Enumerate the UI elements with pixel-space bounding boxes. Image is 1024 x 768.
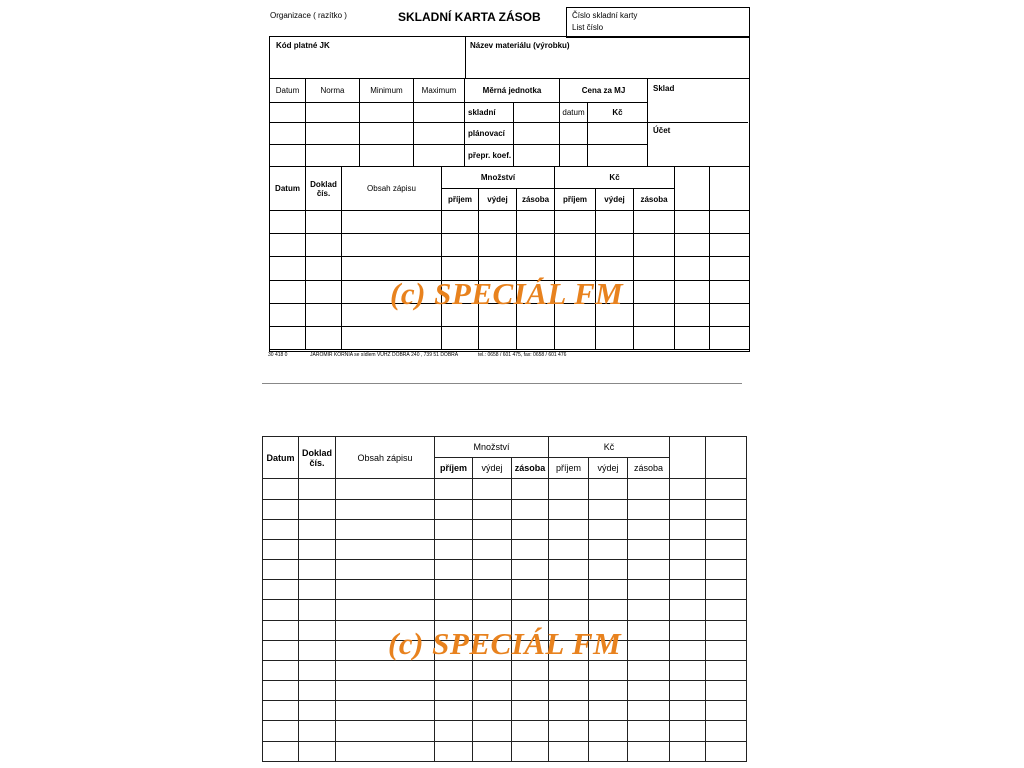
ledger-cell[interactable] [549, 499, 589, 519]
ledger-cell[interactable] [299, 499, 336, 519]
material-label: Název materiálu (výrobku) [470, 41, 570, 50]
cell[interactable] [270, 123, 306, 145]
ledger-cell[interactable] [306, 211, 342, 234]
ledger-cell[interactable] [473, 721, 512, 741]
ledger-cell[interactable] [634, 211, 675, 234]
ledger-cell[interactable] [628, 580, 670, 600]
ledger-cell[interactable] [706, 600, 747, 620]
ledger-cell[interactable] [473, 600, 512, 620]
ledger-cell[interactable] [517, 234, 555, 257]
ledger-cell[interactable] [299, 620, 336, 640]
head-kc: Kč [555, 167, 675, 189]
head-zasoba-kc: zásoba [634, 189, 675, 211]
ucet-label: Účet [653, 126, 671, 135]
ledger-cell[interactable] [670, 640, 706, 660]
cell[interactable] [306, 103, 360, 123]
head-prijem-kc: příjem [555, 189, 596, 211]
ledger-cell[interactable] [628, 640, 670, 660]
ledger-cell[interactable] [473, 741, 512, 761]
ledger-cell[interactable] [299, 539, 336, 559]
ledger-cell[interactable] [435, 560, 473, 580]
ledger-cell[interactable] [270, 280, 306, 303]
head-doklad: Doklad čís. [306, 167, 342, 211]
ledger-cell[interactable] [706, 640, 747, 660]
ledger-cell[interactable] [270, 326, 306, 349]
head-datum: Datum [263, 437, 299, 479]
sklad-label: Sklad [653, 84, 675, 93]
head-doklad: Doklad čís. [299, 437, 336, 479]
ledger-cell[interactable] [628, 519, 670, 539]
ledger-cell[interactable] [710, 257, 750, 280]
ledger-cell[interactable] [263, 640, 299, 660]
ledger-cell[interactable] [336, 519, 435, 539]
head-prijem-kc: příjem [549, 458, 589, 479]
head-zasoba: zásoba [517, 189, 555, 211]
ledger-cell[interactable] [512, 681, 549, 701]
ledger-cell[interactable] [634, 257, 675, 280]
ledger-cell[interactable] [589, 600, 628, 620]
ledger-cell[interactable] [706, 721, 747, 741]
ledger-cell[interactable] [628, 721, 670, 741]
col-unit: Měrná jednotka [465, 79, 560, 103]
ledger-cell[interactable] [306, 280, 342, 303]
cell[interactable] [514, 145, 560, 167]
head-vydej-kc: výdej [589, 458, 628, 479]
head-datum: Datum [270, 167, 306, 211]
ledger-cell[interactable] [270, 303, 306, 326]
ledger-cell[interactable] [628, 560, 670, 580]
col-datum-small: datum [560, 103, 588, 123]
org-stamp-label: Organizace ( razítko ) [270, 11, 347, 20]
head-obsah: Obsah zápisu [336, 437, 435, 479]
ledger-cell[interactable] [473, 580, 512, 600]
head-vydej: výdej [479, 189, 517, 211]
ledger-cell[interactable] [435, 519, 473, 539]
ledger-cell[interactable] [473, 701, 512, 721]
cell[interactable] [560, 123, 588, 145]
ledger-cell[interactable] [512, 721, 549, 741]
head-zasoba: zásoba [512, 458, 549, 479]
ledger-cell[interactable] [435, 721, 473, 741]
cell[interactable] [414, 103, 465, 123]
ledger-cell[interactable] [263, 479, 299, 499]
ledger-cell[interactable] [670, 560, 706, 580]
ledger-cell[interactable] [549, 479, 589, 499]
divider [465, 36, 466, 78]
ledger-cell[interactable] [670, 600, 706, 620]
ledger-cell[interactable] [299, 701, 336, 721]
ledger-cell[interactable] [442, 211, 479, 234]
head-blank [675, 167, 710, 211]
col-norma: Norma [306, 79, 360, 103]
ledger-row [263, 479, 747, 499]
ledger-cell[interactable] [549, 539, 589, 559]
ledger-cell[interactable] [435, 660, 473, 680]
head-zasoba-kc: zásoba [628, 458, 670, 479]
ledger-table-1 [269, 166, 750, 350]
ledger-row [270, 326, 750, 349]
ledger-cell[interactable] [336, 580, 435, 600]
ledger-cell[interactable] [706, 539, 747, 559]
ledger-cell[interactable] [628, 499, 670, 519]
form-code: 30 418 0 [268, 352, 288, 358]
ledger-cell[interactable] [473, 479, 512, 499]
ledger-cell[interactable] [628, 539, 670, 559]
ledger-cell[interactable] [512, 539, 549, 559]
ledger-cell[interactable] [589, 499, 628, 519]
ledger-cell[interactable] [549, 560, 589, 580]
row-skladni: skladní [465, 103, 514, 123]
ledger-cell[interactable] [263, 580, 299, 600]
ledger-cell[interactable] [442, 234, 479, 257]
ledger-cell[interactable] [299, 519, 336, 539]
divider [647, 122, 748, 123]
ledger-cell[interactable] [706, 701, 747, 721]
ledger-cell[interactable] [263, 539, 299, 559]
ledger-row [270, 211, 750, 234]
cell[interactable] [360, 103, 414, 123]
ledger-body-2 [263, 479, 747, 762]
ledger-cell[interactable] [706, 499, 747, 519]
ledger-cell[interactable] [628, 660, 670, 680]
ledger-cell[interactable] [670, 701, 706, 721]
ledger-cell[interactable] [263, 660, 299, 680]
head-vydej-kc: výdej [596, 189, 634, 211]
ledger-row [263, 721, 747, 741]
cell[interactable] [514, 103, 560, 123]
ledger-cell[interactable] [710, 280, 750, 303]
head-mnozstvi: Množství [435, 437, 549, 458]
ledger-cell[interactable] [263, 741, 299, 761]
ledger-cell[interactable] [306, 326, 342, 349]
ledger-cell[interactable] [263, 519, 299, 539]
ledger-cell[interactable] [628, 681, 670, 701]
ledger-cell[interactable] [517, 211, 555, 234]
cell[interactable] [360, 145, 414, 167]
ledger-cell[interactable] [706, 681, 747, 701]
code-label: Kód platné JK [276, 41, 330, 50]
ledger-cell[interactable] [589, 479, 628, 499]
ledger-row [263, 560, 747, 580]
ledger-cell[interactable] [512, 701, 549, 721]
ledger-cell[interactable] [706, 660, 747, 680]
ledger-cell[interactable] [706, 620, 747, 640]
ledger-cell[interactable] [670, 620, 706, 640]
ledger-cell[interactable] [589, 681, 628, 701]
head-mnozstvi: Množství [442, 167, 555, 189]
head-prijem: příjem [442, 189, 479, 211]
ledger-cell[interactable] [589, 701, 628, 721]
ledger-cell[interactable] [473, 499, 512, 519]
ledger-row [263, 499, 747, 519]
publisher: JAROMÍR KORNIA se sídlem VÚHŽ DOBRÁ 240 , 739 51 DOBRÁ [310, 352, 459, 358]
ledger-cell[interactable] [670, 741, 706, 761]
ledger-cell[interactable] [710, 211, 750, 234]
cell[interactable] [588, 123, 648, 145]
ledger-cell[interactable] [670, 660, 706, 680]
watermark-1: (c) SPECIÁL FM [390, 276, 624, 311]
ledger-cell[interactable] [336, 499, 435, 519]
ledger-cell[interactable] [336, 741, 435, 761]
ledger-cell[interactable] [549, 721, 589, 741]
ledger-cell[interactable] [473, 519, 512, 539]
ledger-row [263, 681, 747, 701]
ledger-cell[interactable] [628, 479, 670, 499]
ledger-cell[interactable] [336, 681, 435, 701]
card-number-label: Číslo skladní karty [572, 11, 638, 20]
ledger-cell[interactable] [336, 701, 435, 721]
ledger-cell[interactable] [299, 721, 336, 741]
ledger-cell[interactable] [473, 539, 512, 559]
row-planovaci: plánovací [465, 123, 514, 145]
ledger-cell[interactable] [512, 560, 549, 580]
ledger-cell[interactable] [670, 539, 706, 559]
col-price: Cena za MJ [560, 79, 648, 103]
ledger-cell[interactable] [670, 519, 706, 539]
ledger-cell[interactable] [596, 326, 634, 349]
ledger-cell[interactable] [512, 519, 549, 539]
ledger-row [263, 580, 747, 600]
ledger-cell[interactable] [299, 660, 336, 680]
head-blank [706, 437, 747, 479]
cell[interactable] [560, 145, 588, 167]
head-obsah: Obsah zápisu [342, 167, 442, 211]
ledger-row [263, 741, 747, 761]
ledger-cell[interactable] [589, 539, 628, 559]
head-kc: Kč [549, 437, 670, 458]
ledger-cell[interactable] [270, 211, 306, 234]
ledger-row [263, 519, 747, 539]
ledger-cell[interactable] [306, 234, 342, 257]
ledger-cell[interactable] [710, 303, 750, 326]
cut-line [262, 383, 742, 384]
ledger-cell[interactable] [270, 257, 306, 280]
ledger-cell[interactable] [670, 721, 706, 741]
head-vydej: výdej [473, 458, 512, 479]
ledger-row [263, 660, 747, 680]
ledger-cell[interactable] [589, 580, 628, 600]
cell[interactable] [270, 145, 306, 167]
ledger-cell[interactable] [628, 600, 670, 620]
watermark-2: (c) SPECIÁL FM [388, 626, 622, 661]
ledger-cell[interactable] [549, 600, 589, 620]
ledger-cell[interactable] [299, 560, 336, 580]
ledger-cell[interactable] [675, 257, 710, 280]
ledger-cell[interactable] [473, 681, 512, 701]
ledger-cell[interactable] [442, 326, 479, 349]
ledger-cell[interactable] [299, 600, 336, 620]
ledger-cell[interactable] [555, 211, 596, 234]
ledger-cell[interactable] [263, 681, 299, 701]
ledger-cell[interactable] [706, 479, 747, 499]
ledger-cell[interactable] [435, 580, 473, 600]
ledger-cell[interactable] [473, 560, 512, 580]
card-title: SKLADNÍ KARTA ZÁSOB [398, 10, 541, 24]
ledger-cell[interactable] [512, 741, 549, 761]
ledger-cell[interactable] [342, 211, 442, 234]
ledger-cell[interactable] [435, 539, 473, 559]
ledger-cell[interactable] [596, 211, 634, 234]
ledger-cell[interactable] [549, 660, 589, 680]
ledger-cell[interactable] [512, 479, 549, 499]
ledger-cell[interactable] [512, 499, 549, 519]
norms-table [269, 78, 648, 167]
ledger-cell[interactable] [263, 560, 299, 580]
cell[interactable] [306, 145, 360, 167]
ledger-cell[interactable] [479, 211, 517, 234]
ledger-cell[interactable] [435, 479, 473, 499]
ledger-cell[interactable] [342, 234, 442, 257]
ledger-cell[interactable] [549, 519, 589, 539]
ledger-cell[interactable] [512, 660, 549, 680]
ledger-cell[interactable] [336, 600, 435, 620]
ledger-cell[interactable] [263, 721, 299, 741]
row-prepr-koef: přepr. koef. [465, 145, 514, 167]
ledger-cell[interactable] [710, 326, 750, 349]
ledger-cell[interactable] [634, 303, 675, 326]
ledger-cell[interactable] [634, 280, 675, 303]
ledger-cell[interactable] [628, 701, 670, 721]
ledger-cell[interactable] [675, 326, 710, 349]
ledger-cell[interactable] [549, 741, 589, 761]
ledger-cell[interactable] [263, 701, 299, 721]
ledger-cell[interactable] [549, 681, 589, 701]
sheet-number-label: List číslo [572, 23, 604, 32]
head-blank [710, 167, 750, 211]
ledger-cell[interactable] [706, 580, 747, 600]
ledger-cell[interactable] [299, 741, 336, 761]
ledger-cell[interactable] [670, 681, 706, 701]
ledger-cell[interactable] [263, 600, 299, 620]
cell[interactable] [514, 123, 560, 145]
ledger-cell[interactable] [299, 580, 336, 600]
ledger-cell[interactable] [435, 701, 473, 721]
ledger-table-2 [262, 436, 747, 762]
ledger-cell[interactable] [675, 303, 710, 326]
ledger-row [263, 600, 747, 620]
ledger-cell[interactable] [555, 234, 596, 257]
ledger-cell[interactable] [675, 234, 710, 257]
ledger-cell[interactable] [589, 660, 628, 680]
cell[interactable] [414, 145, 465, 167]
ledger-cell[interactable] [336, 660, 435, 680]
ledger-cell[interactable] [710, 234, 750, 257]
ledger-cell[interactable] [628, 741, 670, 761]
contact: tel.: 0658 / 601 475, fax: 0658 / 601 476 [478, 352, 567, 358]
ledger-cell[interactable] [634, 234, 675, 257]
ledger-cell[interactable] [628, 620, 670, 640]
ledger-row [263, 701, 747, 721]
cell[interactable] [270, 103, 306, 123]
ledger-cell[interactable] [435, 600, 473, 620]
ledger-cell[interactable] [706, 741, 747, 761]
ledger-cell[interactable] [706, 560, 747, 580]
ledger-cell[interactable] [589, 519, 628, 539]
cell[interactable] [414, 123, 465, 145]
ledger-cell[interactable] [336, 721, 435, 741]
ledger-cell[interactable] [336, 479, 435, 499]
ledger-cell[interactable] [596, 234, 634, 257]
ledger-cell[interactable] [299, 479, 336, 499]
ledger-cell[interactable] [675, 280, 710, 303]
ledger-cell[interactable] [549, 580, 589, 600]
ledger-cell[interactable] [435, 681, 473, 701]
ledger-cell[interactable] [263, 620, 299, 640]
ledger-cell[interactable] [435, 499, 473, 519]
cell[interactable] [360, 123, 414, 145]
ledger-cell[interactable] [675, 211, 710, 234]
ledger-cell[interactable] [517, 326, 555, 349]
ledger-cell[interactable] [299, 681, 336, 701]
ledger-cell[interactable] [299, 640, 336, 660]
col-kc: Kč [588, 103, 648, 123]
ledger-cell[interactable] [670, 580, 706, 600]
ledger-row [270, 234, 750, 257]
head-prijem: příjem [435, 458, 473, 479]
ledger-cell[interactable] [270, 234, 306, 257]
ledger-cell[interactable] [706, 519, 747, 539]
ledger-cell[interactable] [479, 234, 517, 257]
ledger-cell[interactable] [589, 560, 628, 580]
ledger-cell[interactable] [336, 560, 435, 580]
col-datum: Datum [270, 79, 306, 103]
ledger-cell[interactable] [512, 580, 549, 600]
ledger-cell[interactable] [555, 326, 596, 349]
col-maximum: Maximum [414, 79, 465, 103]
ledger-cell[interactable] [549, 701, 589, 721]
cell[interactable] [588, 145, 648, 167]
ledger-cell[interactable] [479, 326, 517, 349]
head-blank [670, 437, 706, 479]
ledger-cell[interactable] [512, 600, 549, 620]
ledger-cell[interactable] [342, 326, 442, 349]
ledger-cell[interactable] [306, 303, 342, 326]
ledger-cell[interactable] [435, 741, 473, 761]
ledger-cell[interactable] [336, 539, 435, 559]
ledger-cell[interactable] [306, 257, 342, 280]
col-minimum: Minimum [360, 79, 414, 103]
ledger-cell[interactable] [670, 479, 706, 499]
ledger-row [263, 539, 747, 559]
ledger-cell[interactable] [473, 660, 512, 680]
ledger-cell[interactable] [670, 499, 706, 519]
ledger-cell[interactable] [589, 721, 628, 741]
ledger-cell[interactable] [589, 741, 628, 761]
cell[interactable] [306, 123, 360, 145]
ledger-cell[interactable] [263, 499, 299, 519]
ledger-cell[interactable] [634, 326, 675, 349]
